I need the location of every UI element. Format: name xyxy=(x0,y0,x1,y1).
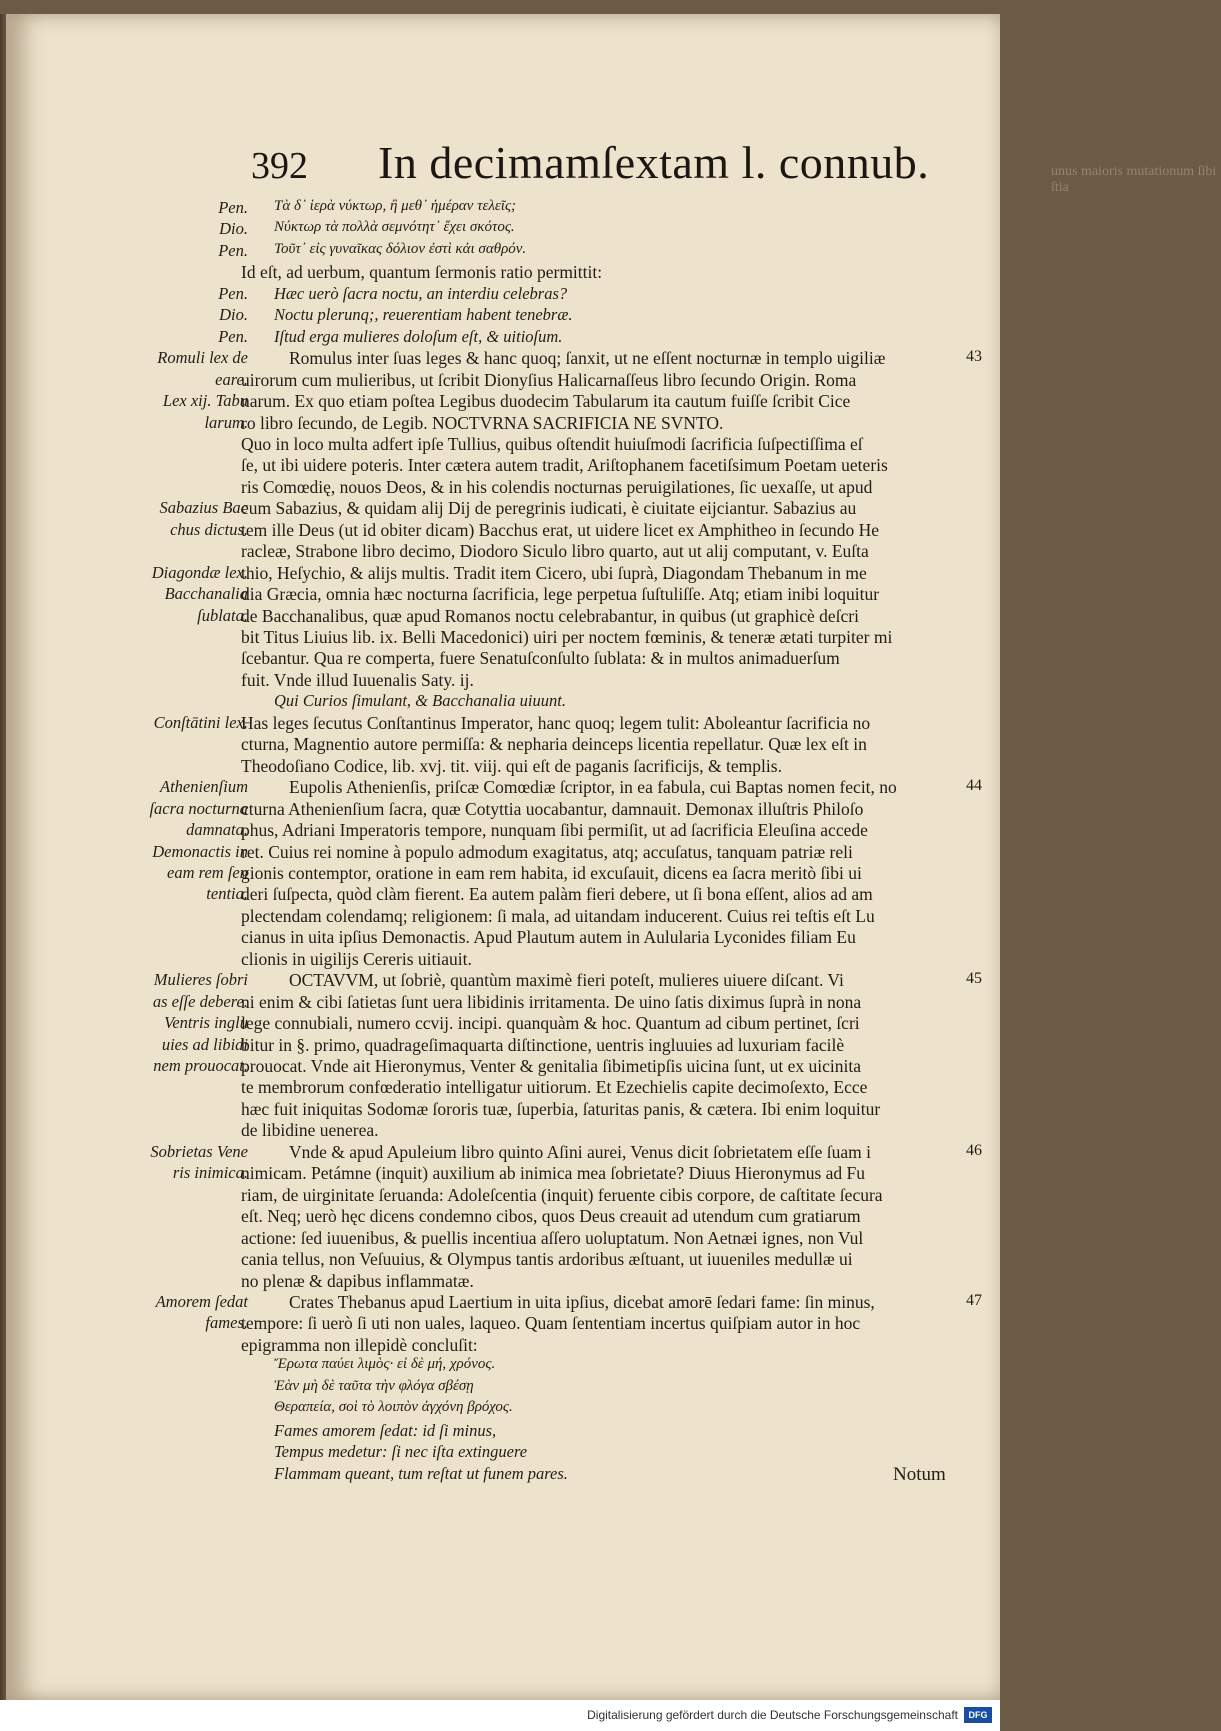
body-text: Crates Thebanus apud Laertium in uita ipſius, dicebat amorē ſedari fame: ſin minus, xyxy=(289,1291,875,1312)
text-line xyxy=(6,906,1006,928)
body-text: cianus in uita ipſius Demonactis. Apud Plautum autem in Aulularia Lyconides filiam Eu xyxy=(241,927,856,948)
text-line xyxy=(6,756,1006,778)
body-text: Ἐὰν μὴ δὲ ταῦτα τὴν φλόγα σβέσῃ xyxy=(274,1377,474,1394)
body-text: clionis in uigilijs Cereris uitiauit. xyxy=(241,948,472,969)
text-line xyxy=(6,1120,1006,1142)
section-number: 47 xyxy=(966,1291,982,1309)
text-line xyxy=(6,541,1006,563)
text-line xyxy=(6,627,1006,649)
body-text: Qui Curios ſimulant, & Bacchanalia uiuunt. xyxy=(274,691,566,711)
marginal-note: Amorem ſedat xyxy=(155,1291,248,1311)
body-text: Flammam queant, tum reſtat ut funem pares. xyxy=(274,1463,568,1483)
text-line xyxy=(6,1378,1006,1400)
text-line xyxy=(6,1206,1006,1228)
body-text: gionis contemptor, oratione in eam rem habita, id excuſauit, dicens ea ſacra meritò ſibi ui xyxy=(241,862,862,883)
body-text: Noctu plerunq;, reuerentiam habent tenebræ. xyxy=(274,305,573,325)
body-text: narum. Ex quo etiam poſtea Legibus duodecim Tabularum ita cautum fuiſſe ſcribit Cice xyxy=(241,391,851,412)
marginal-note: Dio. xyxy=(219,305,248,325)
text-line xyxy=(6,327,1006,349)
text-line xyxy=(6,348,1006,370)
catchword: Notum xyxy=(893,1464,946,1485)
marginal-note: as eſſe debere. xyxy=(152,991,248,1011)
marginal-note: Conſtātini lex. xyxy=(153,712,248,732)
page-header xyxy=(251,136,1217,206)
body-text: hæc fuit iniquitas Sodomæ ſororis tuæ, ſuperbia, ſaturitas panis, & cætera. Ibi enim loquitur xyxy=(241,1098,881,1119)
text-line xyxy=(6,949,1006,971)
body-text: Iſtud erga mulieres doloſum eſt, & uitioſum. xyxy=(274,326,563,346)
body-text: de libidine uenerea. xyxy=(241,1120,379,1141)
text-line xyxy=(6,1035,1006,1057)
marginal-note: eam rem ſen xyxy=(167,862,248,882)
text-line xyxy=(6,842,1006,864)
marginal-note: Pen. xyxy=(218,326,248,346)
body-text: riam, de uirginitate ſeruanda: Adoleſcentia (inquit) feruente cibis corpore, de caſtitate ſecura xyxy=(241,1184,883,1205)
body-text: nimicam. Petámne (inquit) auxilium ab inimica mea ſobrietate? Diuus Hieronymus ad Fu xyxy=(241,1163,866,1184)
marginal-note: fames. xyxy=(205,1313,248,1333)
text-line xyxy=(6,970,1006,992)
text-line xyxy=(6,370,1006,392)
body-text: te membrorum confœderatio intelligatur uitiorum. Et Ezechielis capite decimoſexto, Ecce xyxy=(241,1077,868,1098)
text-line xyxy=(6,1421,1006,1443)
marginal-note: Pen. xyxy=(218,198,248,217)
body-text: plectendam colendamq; religionem: ſi mala, ad uitandam inducerent. Cuius rei teſtis eſt Lu xyxy=(241,905,875,926)
text-line xyxy=(6,241,1006,263)
text-line xyxy=(6,1228,1006,1250)
text-line xyxy=(6,1185,1006,1207)
text-line xyxy=(6,1335,1006,1357)
body-text: Has leges ſecutus Conſtantinus Imperator, hanc quoq; legem tulit: Aboleantur ſacrificia no xyxy=(241,712,871,733)
text-line xyxy=(6,1099,1006,1121)
marginal-note: Bacchanalia xyxy=(164,584,248,604)
body-text: cturna Athenienſium ſacra, quæ Cotyttia uocabantur, damnauit. Demonax illuſtris Philoſo xyxy=(241,798,864,819)
text-line xyxy=(6,1442,1006,1464)
body-text: cania tellus, non Veſuuius, & Olympus tantis ardoribus æſtuant, ut iuueniles medullæ ui xyxy=(241,1249,853,1270)
marginal-note: Demonactis in xyxy=(152,841,248,861)
body-text: Tempus medetur: ſi nec iſta extinguere xyxy=(274,1442,528,1462)
body-text: actione: ſed iuuenibus, & puellis incentiua aſſero uoluptatum. Non Aetnæi ignes, non Vul xyxy=(241,1227,864,1248)
book-page xyxy=(6,14,1217,1700)
body-text: ro libro ſecundo, de Legib. NOCTVRNA SACRIFICIA NE SVNTO. xyxy=(241,412,724,433)
marginal-note: Sabazius Bac xyxy=(159,498,248,518)
body-text: ris Comœdię, nouos Deos, & in his colendis nocturnas peruigilationes, ſic uexaſſe, ut apud xyxy=(241,476,873,497)
body-text: dia Græcia, omnia hæc nocturna ſacrificia, lege perpetua ſuſtuliſſe. Atq; etiam inibi loquitur xyxy=(241,584,880,605)
body-text: ret. Cuius rei nomine à populo admodum exagitatus, atq; accuſatus, tanquam patriæ reli xyxy=(241,841,853,862)
section-number: 43 xyxy=(966,348,982,366)
body-text: Τὰ δ᾽ ἱερὰ νύκτωρ, ἢ μεθ᾽ ἡμέραν τελεῖς; xyxy=(274,198,517,214)
text-line xyxy=(6,198,1006,220)
marginal-note: ſublata. xyxy=(197,605,248,625)
marginal-note: Lex xij. Tabu xyxy=(162,391,248,411)
page-number: 392 xyxy=(251,145,308,187)
text-line xyxy=(6,1271,1006,1293)
section-number: 46 xyxy=(966,1141,982,1159)
text-line xyxy=(6,284,1006,306)
text-line xyxy=(6,305,1006,327)
text-line xyxy=(6,1249,1006,1271)
body-text: bitur in §. primo, quadrageſimaquarta diſtinctione, uentris ingluuies ad luxuriam facilè xyxy=(241,1034,845,1055)
text-line xyxy=(6,391,1006,413)
body-text: no plenæ & dapibus inflammatæ. xyxy=(241,1270,474,1291)
dfg-logo: DFG xyxy=(964,1707,992,1723)
body-text: phus, Adriani Imperatoris tempore, nunquam ſibi permiſit, ut ad ſacrificia Eleuſina accede xyxy=(241,820,868,841)
body-text: Eupolis Athenienſis, priſcæ Comœdiæ ſcriptor, in ea fabula, cui Baptas nomen fecit, no xyxy=(289,777,897,798)
marginal-note: tentia. xyxy=(206,884,248,904)
body-text: Vnde & apud Apuleium libro quinto Aſini aurei, Venus dicit ſobrietatem eſſe ſuam i xyxy=(289,1141,871,1162)
body-text: Ἔρωτα παύει λιμὸς· εἰ δὲ μή, χρόνος. xyxy=(274,1356,496,1373)
body-text: ni enim & cibi ſatietas ſunt uera libidinis irritamenta. De uino ſatis diximus ſuprà in nona xyxy=(241,991,862,1012)
marginal-note: Pen. xyxy=(218,283,248,303)
text-line xyxy=(6,1292,1006,1314)
marginal-note: Romuli lex de xyxy=(157,348,248,368)
body-text: ſe, ut ibi uidere poteris. Inter cætera autem tradit, Ariſtophanem facetiſsimum Poetam ueteris xyxy=(241,455,888,476)
text-line xyxy=(6,1464,1006,1486)
body-text: Fames amorem ſedat: id ſi minus, xyxy=(274,1420,497,1440)
marginal-note: Diagondæ lex. xyxy=(151,562,248,582)
section-number: 44 xyxy=(966,777,982,795)
footer-credit: Digitalisierung gefördert durch die Deutsche Forschungsgemeinschaft xyxy=(587,1708,958,1722)
body-text: tem ille Deus (ut id obiter dicam) Bacchus erat, ut uidere licet ex Amphitheo in ſecundo He xyxy=(241,519,880,540)
text-line xyxy=(6,670,1006,692)
text-line xyxy=(6,498,1006,520)
text-line xyxy=(6,477,1006,499)
marginal-note: ris inimica. xyxy=(172,1163,248,1183)
text-line xyxy=(6,777,1006,799)
marginal-note: Dio. xyxy=(219,219,248,239)
body-text: epigramma non illepidè concluſit: xyxy=(241,1334,478,1355)
text-line xyxy=(6,691,1006,713)
body-text: fuit. Vnde illud Iuuenalis Saty. ij. xyxy=(241,669,474,690)
text-line xyxy=(6,584,1006,606)
section-number: 45 xyxy=(966,970,982,988)
marginal-note: Mulieres ſobri xyxy=(153,970,248,990)
body-text: OCTAVVM, ut ſobriè, quantùm maximè fieri poteſt, mulieres uiuere diſcant. Vi xyxy=(289,970,844,991)
marginal-note: damnata. xyxy=(186,820,248,840)
text-line xyxy=(6,219,1006,241)
bleed-through-text: unus maioris mutationum ſibi ſtia xyxy=(1051,164,1217,195)
text-line xyxy=(6,799,1006,821)
marginal-note: Sobrietas Vene xyxy=(150,1141,248,1161)
text-line xyxy=(6,455,1006,477)
body-text: cturna, Magnentio autore permiſſa: & nepharia deinceps licentia repellatur. Quæ lex eſt in xyxy=(241,734,867,755)
body-text: eſt. Neq; uerò hęc dicens condemno cibos, quos Deus creauit ad utendum cum gratiarum xyxy=(241,1206,861,1227)
text-line xyxy=(6,927,1006,949)
text-line xyxy=(6,1163,1006,1185)
body-text: de Bacchanalibus, quæ apud Romanos noctu celebrabantur, in quibus (ut graphicè deſcri xyxy=(241,605,859,626)
body-text: Quo in loco multa adfert ipſe Tullius, quibus oſtendit huiuſmodi ſacrificia ſuſpectiſſima eſ xyxy=(241,433,863,454)
running-head: In decimamſextam l. connub. xyxy=(378,137,930,188)
body-text: lege connubiali, numero ccvij. incipi. quanquàm & hoc. Quantum ad cibum pertinet, ſcri xyxy=(241,1013,860,1034)
marginal-note: uies ad libidi xyxy=(161,1034,248,1054)
text-line xyxy=(6,1077,1006,1099)
body-text: eum Sabazius, & quidam alij Dij de peregrinis iudicati, è ciuitate eijciantur. Sabazius au xyxy=(241,498,857,519)
body-text: ſcebantur. Qua re comperta, fuere Senatuſconſulto ſublata: & in multos animaduerſum xyxy=(241,648,840,669)
body-text: Theodoſiano Codice, lib. xvj. tit. viij. qui eſt de paganis ſacrificijs, & templis. xyxy=(241,755,782,776)
body-text: Romulus inter ſuas leges & hanc quoq; ſanxit, ut ne eſſent nocturnæ in templo uigiliæ xyxy=(289,348,886,369)
body-text: thio, Heſychio, & alijs multis. Tradit item Cicero, ubi ſuprà, Diagondam Thebanum in me xyxy=(241,562,867,583)
text-line xyxy=(6,1399,1006,1421)
text-line xyxy=(6,1013,1006,1035)
text-line xyxy=(6,884,1006,906)
text-line xyxy=(6,520,1006,542)
text-line xyxy=(6,1356,1006,1378)
text-line xyxy=(6,1313,1006,1335)
text-line xyxy=(6,1142,1006,1164)
text-line xyxy=(6,648,1006,670)
marginal-note: Pen. xyxy=(218,240,248,260)
body-text: Id eſt, ad uerbum, quantum ſermonis ratio permittit: xyxy=(241,262,603,283)
text-line xyxy=(6,262,1006,284)
body-text: deri ſuſpecta, quòd clàm fierent. Ea autem palàm fieri debere, ut ſi bona eſſent, alios ad am xyxy=(241,884,873,905)
text-line xyxy=(6,434,1006,456)
body-text: Τοῦτ᾽ εἰς γυναῖκας δόλιον ἐστὶ κἀι σαθρόν. xyxy=(274,240,527,257)
body-text: Θεραπεία, σοὶ τὸ λοιπὸν ἀγχόνη βρόχος. xyxy=(274,1399,513,1416)
marginal-note: larum. xyxy=(204,412,248,432)
text-line xyxy=(6,1056,1006,1078)
text-line xyxy=(6,820,1006,842)
text-line xyxy=(6,413,1006,435)
text-line xyxy=(6,606,1006,628)
marginal-note: eare. xyxy=(215,369,248,389)
marginal-note: chus dictus. xyxy=(170,519,248,539)
text-line xyxy=(6,734,1006,756)
body-text: Hæc uerò ſacra noctu, an interdiu celebras? xyxy=(274,283,568,303)
marginal-note: Athenienſium xyxy=(160,777,248,797)
marginal-note: ſacra nocturna xyxy=(149,798,248,818)
marginal-note: Ventris inglu xyxy=(164,1013,248,1033)
text-line xyxy=(6,713,1006,735)
body-text: Νύκτωρ τὰ πολλὰ σεμνότητ᾽ ἔχει σκότος. xyxy=(274,219,515,236)
body-text: racleæ, Strabone libro decimo, Diodoro Siculo libro quarto, aut ut alij computant, v. Euſta xyxy=(241,541,869,562)
marginal-note: nem prouocat. xyxy=(153,1056,248,1075)
body-text: uirorum cum mulieribus, ut ſcribit Dionyſius Halicarnaſſeus libro ſecundo Origin. Roma xyxy=(241,369,857,390)
text-line xyxy=(6,863,1006,885)
text-line xyxy=(6,992,1006,1014)
body-text: bit Titus Liuius lib. ix. Belli Macedonici) uiri per noctem fœminis, & teneræ ætati turpiter mi xyxy=(241,627,893,647)
body-text: tempore: ſi uerò ſi uti non uales, laqueo. Quam ſententiam incertus quiſpiam autor in hoc xyxy=(241,1313,861,1334)
footer xyxy=(0,1700,1000,1731)
body-text: prouocat. Vnde ait Hieronymus, Venter & genitalia ſibimetipſis uicina ſunt, ut ex uicinita xyxy=(241,1056,861,1076)
text-line xyxy=(6,563,1006,585)
